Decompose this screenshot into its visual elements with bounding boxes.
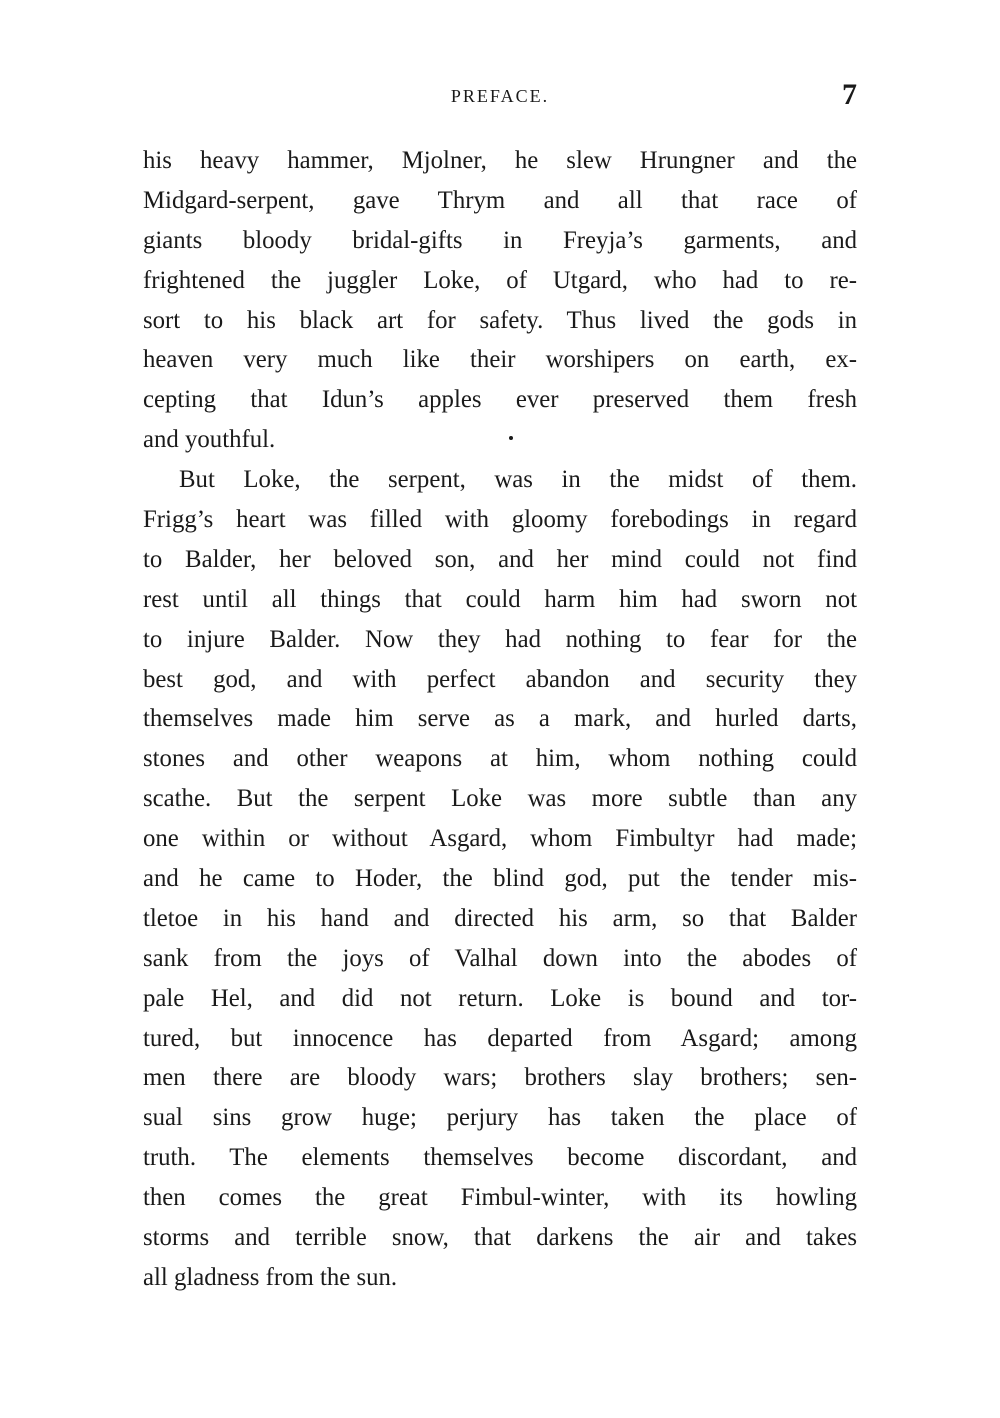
text-line: stones and other weapons at him, whom nothing could (143, 745, 857, 773)
text-line: to injure Balder. Now they had nothing to fear for the (143, 625, 857, 653)
running-head: PREFACE. (450, 86, 550, 106)
text-line: Midgard-serpent, gave Thrym and all that race of (143, 186, 857, 214)
text-line: Frigg’s heart was filled with gloomy forebodings in regard (143, 506, 857, 534)
page-number: 7 (842, 78, 857, 111)
text-line: frightened the juggler Loke, of Utgard, who had to re- (143, 266, 857, 294)
text-line: to Balder, her beloved son, and her mind could not find (143, 545, 857, 573)
text-line: sort to his black art for safety. Thus lived the gods in (143, 306, 857, 334)
text-line: heaven very much like their worshipers on earth, ex- (143, 346, 857, 374)
text-line: But Loke, the serpent, was in the midst of them. (179, 466, 857, 494)
text-line: tured, but innocence has departed from Asgard; among (143, 1024, 857, 1052)
text-line: themselves made him serve as a mark, and hurled darts, (143, 705, 857, 733)
text-line: tletoe in his hand and directed his arm, so that Balder (143, 904, 857, 932)
ink-speck (509, 436, 513, 440)
text-line: sank from the joys of Valhal down into the abodes of (143, 944, 857, 972)
text-line: truth. The elements themselves become discordant, and (143, 1144, 857, 1172)
paragraph (143, 141, 857, 460)
text-line: rest until all things that could harm him had sworn not (143, 585, 857, 613)
text-line: giants bloody bridal-gifts in Freyja’s garments, and (143, 226, 857, 254)
body-text (143, 141, 857, 1298)
paragraph (143, 460, 857, 1298)
text-line: and he came to Hoder, the blind god, put the tender mis- (143, 865, 857, 893)
page-header (143, 78, 857, 118)
text-line: one within or without Asgard, whom Fimbultyr had made; (143, 825, 857, 853)
text-line: sual sins grow huge; perjury has taken the place of (143, 1104, 857, 1132)
text-line: scathe. But the serpent Loke was more subtle than any (143, 785, 857, 813)
text-line: then comes the great Fimbul-winter, with its howling (143, 1184, 857, 1212)
text-line: pale Hel, and did not return. Loke is bound and tor- (143, 984, 857, 1012)
text-line: his heavy hammer, Mjolner, he slew Hrungner and the (143, 147, 857, 174)
text-line: all gladness from the sun. (143, 1263, 398, 1291)
text-line: best god, and with perfect abandon and security they (143, 665, 857, 693)
text-line: men there are bloody wars; brothers slay brothers; sen- (143, 1064, 857, 1092)
text-line: and youthful. (143, 426, 276, 454)
text-line: storms and terrible snow, that darkens the air and takes (143, 1224, 857, 1252)
text-line: cepting that Idun’s apples ever preserved them fresh (143, 386, 857, 414)
